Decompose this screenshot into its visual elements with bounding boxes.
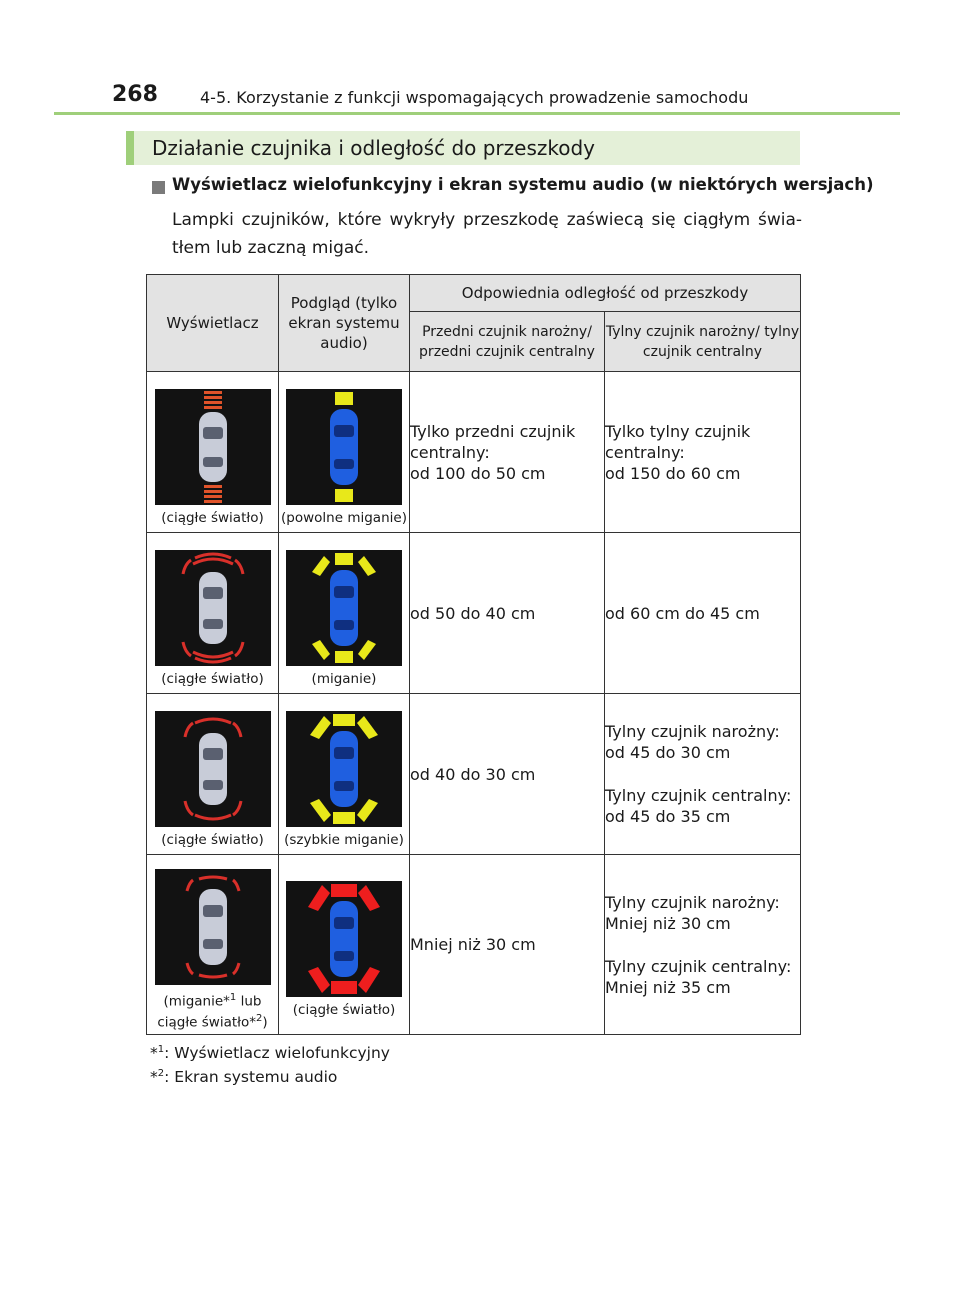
header-distance: Odpowiednia odległość od przeszkody (410, 275, 801, 312)
preview-cell (279, 372, 410, 533)
rear-distance-cell (605, 694, 801, 855)
front-distance-cell (410, 533, 605, 694)
front-distance-cell (410, 694, 605, 855)
preview-cell (279, 855, 410, 1035)
display-cell (147, 855, 279, 1035)
rear-distance-cell (605, 372, 801, 533)
chapter-title: 4-5. Korzystanie z funkcji wspomagających prowadzenie samochodu (200, 88, 749, 107)
header-display: Wyświetlacz (147, 275, 279, 372)
text-line: od 45 do 35 cm (605, 807, 731, 826)
rear-distance-cell (605, 855, 801, 1035)
text-line: centralny: (605, 442, 685, 462)
preview-caption: (miganie) (311, 670, 377, 687)
table-row (147, 533, 801, 694)
display-cell (147, 694, 279, 855)
car-sensor-display-icon (155, 869, 271, 985)
bullet-heading: Wyświetlacz wielofunkcyjny i ekran systemu audio (w niektórych wersjach) (172, 175, 874, 194)
text-line: Tylny czujnik narożny: (605, 892, 780, 912)
bullet-square-icon (152, 181, 165, 194)
footnote: *$^1$: Wyświetlacz wielofunkcyjny (150, 1044, 390, 1063)
car-sensor-preview-icon (286, 550, 402, 666)
display-caption: (ciągłe światło) (161, 670, 264, 687)
sensor-distance-table (146, 274, 801, 1035)
car-sensor-preview-icon (286, 881, 402, 997)
preview-caption: (szybkie miganie) (284, 831, 404, 848)
display-caption: (ciągłe światło) (161, 831, 264, 848)
text-line: od 60 cm do 45 cm (605, 603, 760, 623)
text-line: Tylko przedni czujnik (410, 421, 576, 441)
display-caption: (miganie*$^1$ lub ciągłe światło*$^2$) (157, 991, 268, 1031)
rear-distance-cell (605, 533, 801, 694)
car-sensor-display-icon (155, 711, 271, 827)
front-distance-cell (410, 372, 605, 533)
text-line: Tylny czujnik centralny: (605, 956, 792, 976)
preview-cell (279, 694, 410, 855)
footnote: *$^2$: Ekran systemu audio (150, 1068, 338, 1087)
display-cell (147, 533, 279, 694)
preview-caption: (ciągłe światło) (292, 1002, 396, 1018)
text-line: od 50 do 40 cm (410, 603, 536, 623)
car-sensor-display-icon (155, 550, 271, 666)
display-caption: (ciągłe światło) (161, 509, 264, 526)
page-number: 268 (112, 82, 158, 107)
preview-caption: (powolne miganie) (281, 509, 407, 526)
display-cell (147, 372, 279, 533)
text-line: Mniej niż 30 cm (410, 935, 536, 954)
text-line: centralny: (410, 442, 490, 462)
table-row (147, 855, 801, 1035)
header-preview: Podgląd (tylko ekran systemu audio) (279, 275, 410, 372)
text-line: Tylko tylny czujnik (605, 421, 751, 441)
text-line: od 40 do 30 cm (410, 764, 536, 784)
text-line: Tylny czujnik centralny: (605, 786, 792, 805)
preview-cell (279, 533, 410, 694)
car-sensor-display-icon (155, 389, 271, 505)
text-line: Tylny czujnik narożny: (605, 722, 780, 741)
header-rear-sensor: Tylny czujnik narożny/ tylny czujnik centralny (605, 312, 801, 372)
header-front-sensor: Przedni czujnik narożny/ przedni czujnik centralny (410, 312, 605, 372)
text-line: od 100 do 50 cm (410, 463, 546, 483)
car-sensor-preview-icon (286, 389, 402, 505)
table-row (147, 372, 801, 533)
text-line: od 45 do 30 cm (605, 743, 731, 762)
text-line: Mniej niż 30 cm (605, 913, 731, 933)
header-rule (54, 112, 900, 115)
table-row (147, 694, 801, 855)
text-line: od 150 do 60 cm (605, 463, 741, 483)
section-bar (126, 131, 800, 165)
intro-paragraph: Lampki czujników, które wykryły przeszkodę zaświecą się ciągłym świa-tłem lub zaczną migać. (172, 210, 802, 258)
front-distance-cell (410, 855, 605, 1035)
section-title: Działanie czujnika i odległość do przeszkody (152, 136, 596, 160)
car-sensor-preview-icon (286, 711, 402, 827)
text-line: Mniej niż 35 cm (605, 977, 731, 997)
